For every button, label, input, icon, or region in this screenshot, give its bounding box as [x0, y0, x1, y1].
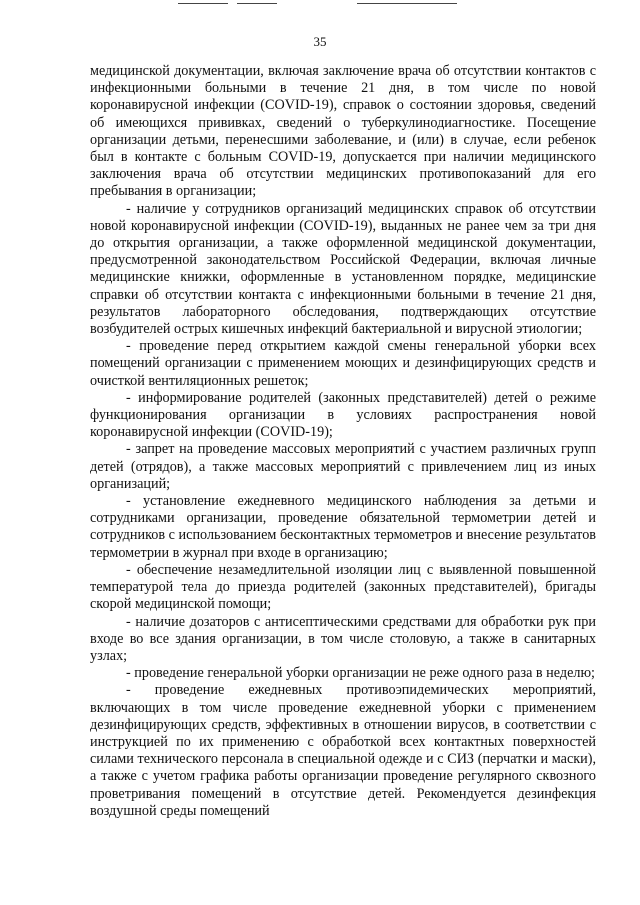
list-item: - информирование родителей (законных представителей) детей о режиме функционирования организации в условиях распространения новой коронавирусной инфекции (COVID-19); — [90, 389, 596, 441]
paragraph-continuation: медицинской документации, включая заключение врача об отсутствии контактов с инфекционными больными в течение 21 дня, в том числе по новой коронавирусной инфекции (COVID-19), справок о состоянии здоровья, сведений об имеющихся прививках, сведений о туберкулинодиагностике. Посещение организации детьми, перенесшими заболевание, и (или) в случае, если ребенок был в контакте с больным COVID-19, допускается при наличии медицинского заключения врача об отсутствии медицинских противопоказаний для его пребывания в организации; — [90, 63, 596, 200]
list-item: - обеспечение незамедлительной изоляции лиц с выявленной повышенной температурой тела до приезда родителей (законных представителей), бригады скорой медицинской помощи; — [90, 561, 596, 613]
list-item: - проведение перед открытием каждой смены генеральной уборки всех помещений организации с применением моющих и дезинфицирующих средств и очисткой вентиляционных решеток; — [90, 338, 596, 389]
list-item: - установление ежедневного медицинского наблюдения за детьми и сотрудниками организации, проведение обязательной термометрии детей и сотрудников с использованием бесконтактных термометров и внесение результатов термометрии в журнал при входе в организацию; — [90, 493, 596, 561]
top-rule — [357, 3, 457, 4]
list-item: - наличие дозаторов с антисептическими средствами для обработки рук при входе во все здания организации, в том числе столовую, а также в санитарных узлах; — [90, 613, 596, 664]
document-body — [90, 63, 596, 820]
list-item: - запрет на проведение массовых мероприятий с участием различных групп детей (отрядов), а также массовых мероприятий с привлечением лиц из иных организаций; — [90, 441, 596, 492]
list-item: - наличие у сотрудников организаций медицинских справок об отсутствии новой коронавирусной инфекции (COVID-19), выданных не ранее чем за три дня до открытия организации, а также оформленной медицинской документации, предусмотренной законодательством Российской Федерации, включая личные медицинские книжки, оформленные в установленном порядке, медицинские справки об отсутствии контакта с инфекционными больными в течение 21 дня, результатов лабораторного обследования, подтверждающих отсутствие возбудителей острых кишечных инфекций бактериальной и вирусной этиологии; — [90, 200, 596, 338]
top-rule — [178, 3, 228, 4]
list-item: - проведение ежедневных противоэпидемических мероприятий, включающих в том числе проведение ежедневной уборки с применением дезинфицирующих средств, эффективных в отношении вирусов, в соответствии с инструкцией по их применению с обработкой всех контактных поверхностей силами технического персонала в специальной одежде и с СИЗ (перчатки и маски), а также с учетом графика работы организации проведение регулярного сквозного проветривания помещений в отсутствие детей. Рекомендуется дезинфекция воздушной среды помещений — [90, 682, 596, 819]
list-item: - проведение генеральной уборки организации не реже одного раза в неделю; — [126, 665, 595, 682]
top-rule — [237, 3, 277, 4]
page-number: 35 — [313, 34, 327, 49]
